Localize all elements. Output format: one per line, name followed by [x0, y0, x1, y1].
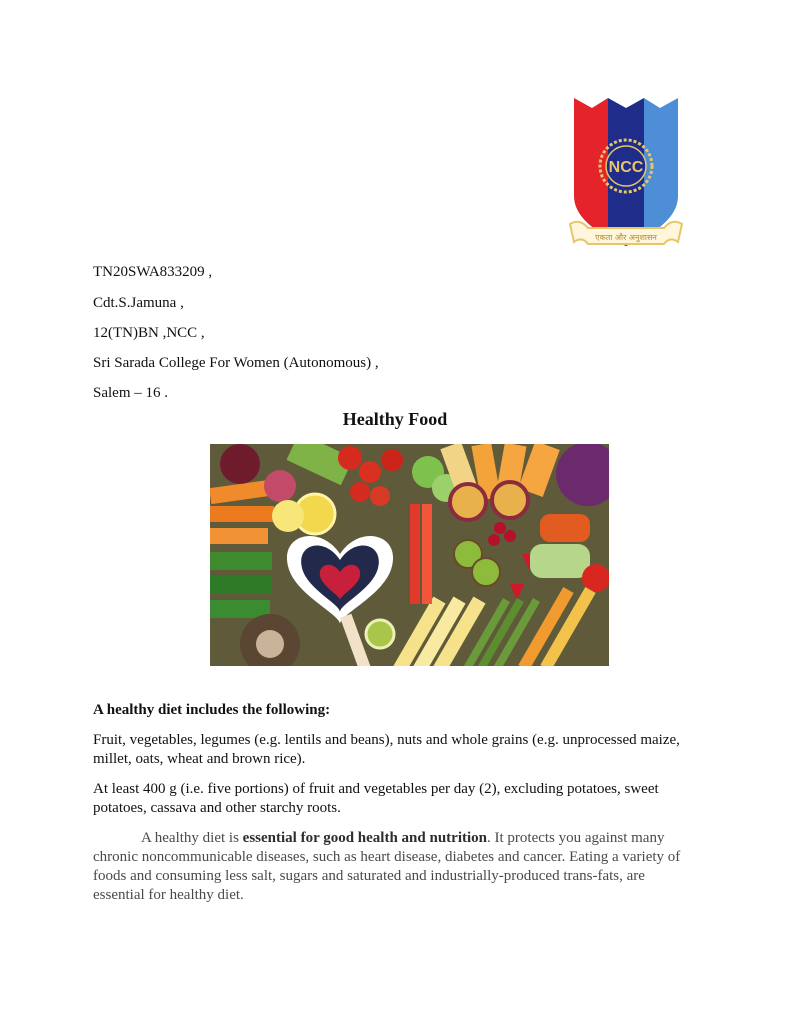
ncc-emblem-logo	[566, 96, 686, 260]
paragraph-rest: . It protects you against many chronic noncommunicable diseases, such as heart disease, diabetes and cancer. Eating a variety of foods and consuming less salt, sugars and saturated and industrially-produced trans-fats, are essential for healthy diet.	[93, 830, 681, 903]
paragraph-intro: A healthy diet is	[141, 830, 243, 846]
page-title: Healthy Food	[342, 409, 448, 429]
city-line: Salem – 16 .	[93, 385, 168, 401]
paragraph-emphasis: essential for good health and nutrition	[242, 830, 487, 846]
emblem-motto: एकता और अनुशासन	[595, 233, 657, 242]
emblem-text: NCC	[608, 159, 644, 176]
paragraph-foods: Fruit, vegetables, legumes (e.g. lentils and beans), nuts and whole grains (e.g. unprocessed maize, millet, oats, wheat and brown rice).	[93, 732, 680, 767]
cadet-name: Cdt.S.Jamuna ,	[93, 295, 184, 311]
cadet-id: TN20SWA833209 ,	[93, 264, 213, 280]
battalion: 12(TN)BN ,NCC ,	[93, 325, 205, 341]
section-heading: A healthy diet includes the following:	[93, 702, 331, 718]
college-name: Sri Sarada College For Women (Autonomous) ,	[93, 355, 379, 371]
paragraph-healthy-diet	[93, 829, 693, 905]
healthy-food-photo	[210, 444, 609, 666]
paragraph-portions: At least 400 g (i.e. five portions) of fruit and vegetables per day (2), excluding potatoes, sweet potatoes, cassava and other starchy roots.	[93, 781, 659, 816]
